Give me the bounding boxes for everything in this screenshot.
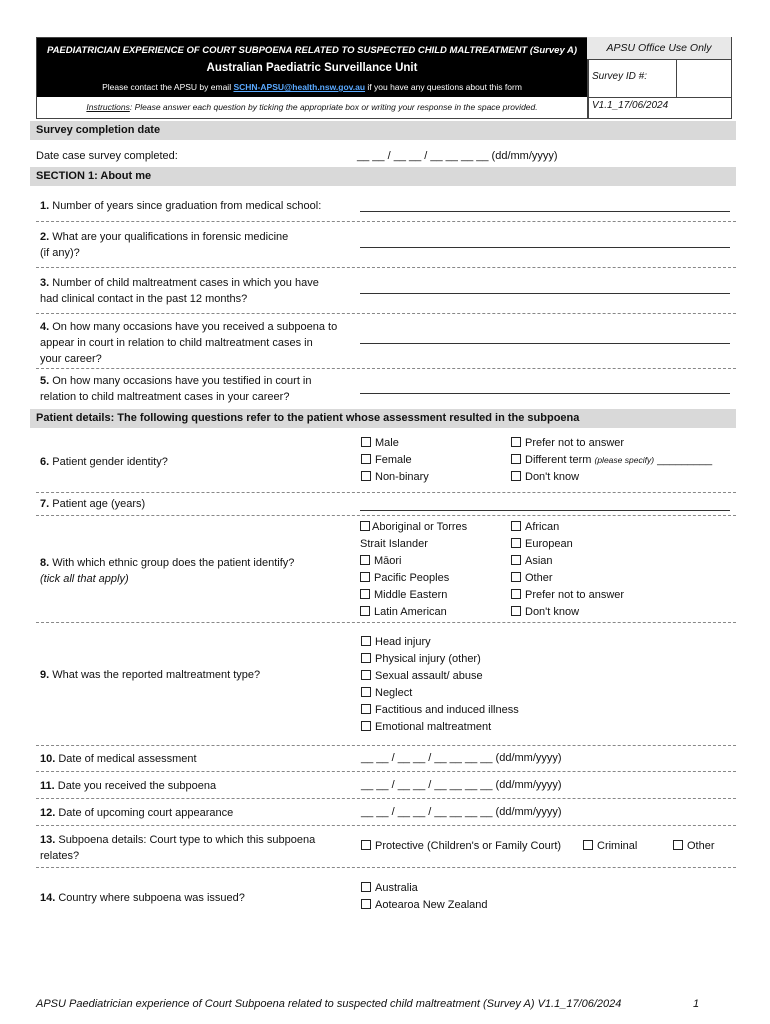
checkbox[interactable] xyxy=(361,721,371,731)
q8-option[interactable] xyxy=(360,570,467,587)
q4-text xyxy=(40,319,337,367)
instructions-label: Instructions xyxy=(86,102,130,112)
q7-number: 7. xyxy=(40,498,50,510)
separator xyxy=(36,867,736,868)
option-label: Male xyxy=(375,437,399,449)
q11-label: Date you received the subpoena xyxy=(54,780,217,792)
q11-date-field[interactable]: __ __ / __ __ / __ __ __ __ (dd/mm/yyyy) xyxy=(361,779,562,791)
q5-number: 5. xyxy=(40,375,50,387)
separator xyxy=(36,825,736,826)
q9-text xyxy=(40,667,260,683)
q9-option[interactable] xyxy=(361,702,519,719)
option-label: Latin American xyxy=(374,606,447,618)
checkbox[interactable] xyxy=(361,454,371,464)
option-label: Head injury xyxy=(375,636,431,648)
checkbox[interactable] xyxy=(361,437,371,447)
q11-text xyxy=(40,778,216,794)
q8-options-left xyxy=(360,519,467,621)
option-label: European xyxy=(525,538,573,550)
q8-option-cont xyxy=(360,536,467,553)
q9-number: 9. xyxy=(40,669,50,681)
option-label: Physical injury (other) xyxy=(375,653,481,665)
q2-label: What are your qualifications in forensic medicine xyxy=(49,231,289,243)
checkbox[interactable] xyxy=(511,572,521,582)
q8-option[interactable] xyxy=(360,587,467,604)
q5-label: On how many occasions have you testified in court in xyxy=(49,375,312,387)
survey-title: PAEDIATRICIAN EXPERIENCE OF COURT SUBPOENA RELATED TO SUSPECTED CHILD MALTREATMENT (Survey A) xyxy=(46,45,578,56)
completion-band xyxy=(30,121,736,140)
q9-option[interactable] xyxy=(361,719,519,736)
q4-label-3: your career? xyxy=(40,353,102,365)
q6-option[interactable] xyxy=(361,452,429,469)
office-divider xyxy=(587,97,731,98)
q8-text xyxy=(40,555,294,587)
instructions xyxy=(37,98,587,116)
q13-option[interactable] xyxy=(583,838,637,855)
option-label: Non-binary xyxy=(375,471,429,483)
option-label: Neglect xyxy=(375,687,413,699)
option-label: Protective (Children's or Family Court) xyxy=(375,840,562,852)
q3-label: Number of child maltreatment cases in which you have xyxy=(49,277,319,289)
checkbox[interactable] xyxy=(511,589,521,599)
q1-number: 1. xyxy=(40,200,50,212)
q14-option[interactable] xyxy=(361,897,488,914)
survey-id-field[interactable] xyxy=(678,60,730,96)
q7-text xyxy=(40,496,145,512)
completion-label: Date case survey completed: xyxy=(36,150,178,162)
option-label: Pacific Peoples xyxy=(374,572,450,584)
q9-option[interactable] xyxy=(361,634,519,651)
separator xyxy=(36,267,736,268)
separator xyxy=(36,492,736,493)
q7-answer-line[interactable] xyxy=(360,510,730,511)
q5-text xyxy=(40,373,312,405)
q6-option[interactable] xyxy=(361,469,429,486)
q5-answer-line[interactable] xyxy=(360,393,730,394)
q8-label: With which ethnic group does the patient identify? xyxy=(49,557,295,569)
checkbox[interactable] xyxy=(360,606,370,616)
separator xyxy=(36,745,736,746)
patient-heading: Patient details: The following questions refer to the patient whose assessment resulted in the subpoena xyxy=(36,412,580,424)
q2-answer-line[interactable] xyxy=(360,247,730,248)
checkbox[interactable] xyxy=(361,899,371,909)
q13-text xyxy=(40,832,315,864)
q10-date-field[interactable]: __ __ / __ __ / __ __ __ __ (dd/mm/yyyy) xyxy=(361,752,562,764)
checkbox[interactable] xyxy=(360,572,370,582)
page-number: 1 xyxy=(693,998,700,1010)
checkbox[interactable] xyxy=(361,653,371,663)
checkbox[interactable] xyxy=(511,437,521,447)
checkbox[interactable] xyxy=(511,454,521,464)
checkbox[interactable] xyxy=(673,840,683,850)
q2-label-2: (if any)? xyxy=(40,247,80,259)
contact-email-link[interactable]: SCHN-APSU@health.nsw.gov.au xyxy=(233,82,366,92)
separator xyxy=(36,798,736,799)
q13-label-2: relates? xyxy=(40,850,80,862)
q8-number: 8. xyxy=(40,557,50,569)
checkbox[interactable] xyxy=(583,840,593,850)
option-label: Different term xyxy=(525,454,592,466)
q9-label: What was the reported maltreatment type? xyxy=(49,669,261,681)
checkbox[interactable] xyxy=(361,471,371,481)
option-label: Factitious and induced illness xyxy=(375,704,519,716)
q4-answer-line[interactable] xyxy=(360,343,730,344)
checkbox[interactable] xyxy=(360,555,370,565)
survey-id-label: Survey ID #: xyxy=(592,71,648,82)
q8-option[interactable] xyxy=(360,553,467,570)
q1-answer-line[interactable] xyxy=(360,211,730,212)
q4-label-2: appear in court in relation to child maltreatment cases in xyxy=(40,337,313,349)
option-label: Asian xyxy=(525,555,553,567)
option-label: Don't know xyxy=(525,471,580,483)
checkbox[interactable] xyxy=(511,471,521,481)
q8-option[interactable] xyxy=(511,519,624,536)
checkbox[interactable] xyxy=(511,606,521,616)
option-label: Emotional maltreatment xyxy=(375,721,492,733)
q6-number: 6. xyxy=(40,456,50,468)
q3-label-2: had clinical contact in the past 12 months? xyxy=(40,293,248,305)
q14-option[interactable] xyxy=(361,880,488,897)
q8-option[interactable] xyxy=(360,604,467,621)
option-label: Don't know xyxy=(525,606,580,618)
unit-name: Australian Paediatric Surveillance Unit xyxy=(206,62,418,74)
option-label: Female xyxy=(375,454,412,466)
q1-text xyxy=(40,198,321,214)
option-label: Māori xyxy=(374,555,402,567)
checkbox[interactable] xyxy=(361,882,371,892)
q3-text xyxy=(40,275,319,307)
option-label: Aotearoa New Zealand xyxy=(375,899,488,911)
q8-note: (tick all that apply) xyxy=(40,573,129,585)
q4-label: On how many occasions have you received a subpoena to xyxy=(49,321,338,333)
q6-option[interactable] xyxy=(511,435,712,452)
q14-number: 14. xyxy=(40,892,56,904)
q9-option[interactable] xyxy=(361,651,519,668)
option-label: Other xyxy=(525,572,553,584)
q5-label-2: relation to child maltreatment cases in your career? xyxy=(40,391,290,403)
footer-text: APSU Paediatrician experience of Court Subpoena related to suspected child maltreatment (Survey A) V1.1_17/06/2024 xyxy=(36,998,622,1010)
q9-option[interactable] xyxy=(361,668,519,685)
q11-number: 11. xyxy=(40,780,55,792)
checkbox[interactable] xyxy=(361,670,371,680)
q3-number: 3. xyxy=(40,277,50,289)
checkbox[interactable] xyxy=(361,687,371,697)
q3-answer-line[interactable] xyxy=(360,293,730,294)
version-label: V1.1_17/06/2024 xyxy=(592,100,669,111)
option-label: African xyxy=(525,521,560,533)
option-note: (please specify) xyxy=(594,455,655,465)
q13-label: Subpoena details: Court type to which this subpoena xyxy=(55,834,316,846)
q12-label: Date of upcoming court appearance xyxy=(55,807,234,819)
checkbox[interactable] xyxy=(360,589,370,599)
option-label: Sexual assault/ abuse xyxy=(375,670,483,682)
q10-number: 10. xyxy=(40,753,56,765)
q1-label: Number of years since graduation from medical school: xyxy=(49,200,322,212)
separator xyxy=(36,771,736,772)
q13-option[interactable] xyxy=(361,838,561,855)
checkbox[interactable] xyxy=(361,704,371,714)
q10-label: Date of medical assessment xyxy=(55,753,197,765)
q6-option[interactable] xyxy=(361,435,429,452)
q13-number: 13. xyxy=(40,834,56,846)
checkbox[interactable] xyxy=(361,840,371,850)
q14-label: Country where subpoena was issued? xyxy=(55,892,245,904)
q9-option[interactable] xyxy=(361,685,519,702)
option-label: Other xyxy=(687,840,715,852)
contact-pre: Please contact the APSU by email xyxy=(102,82,232,92)
q8-option[interactable] xyxy=(511,570,624,587)
q8-options-right xyxy=(511,519,624,621)
option-label: Prefer not to answer xyxy=(525,589,625,601)
option-label: Prefer not to answer xyxy=(525,437,625,449)
option-label: Strait Islander xyxy=(360,538,428,550)
q8-option[interactable] xyxy=(511,553,624,570)
checkbox[interactable] xyxy=(361,636,371,646)
option-label: Aboriginal or Torres xyxy=(372,521,468,533)
q2-text xyxy=(40,229,288,261)
q8-option[interactable] xyxy=(511,587,624,604)
q12-text xyxy=(40,805,233,821)
q14-options xyxy=(361,880,488,914)
q8-option[interactable] xyxy=(511,536,624,553)
q4-number: 4. xyxy=(40,321,50,333)
section1-band xyxy=(30,167,736,186)
q6-text xyxy=(40,454,168,470)
section1-heading: SECTION 1: About me xyxy=(36,170,152,182)
q7-label: Patient age (years) xyxy=(49,498,146,510)
separator xyxy=(36,221,736,222)
q6-option[interactable] xyxy=(511,469,712,486)
q14-text xyxy=(40,890,245,906)
separator xyxy=(36,622,736,623)
q6-options-right xyxy=(511,435,712,486)
survey-id-divider xyxy=(676,60,677,97)
q9-options xyxy=(361,634,519,736)
checkbox[interactable] xyxy=(511,555,521,565)
contact-post: if you have any questions about this form xyxy=(365,82,522,92)
separator xyxy=(36,313,736,314)
option-label: Middle Eastern xyxy=(374,589,448,601)
separator xyxy=(36,515,736,516)
completion-heading: Survey completion date xyxy=(36,124,161,136)
separator xyxy=(36,368,736,369)
q6-option[interactable] xyxy=(511,452,712,469)
completion-date-field[interactable]: __ __ / __ __ / __ __ __ __ (dd/mm/yyyy) xyxy=(357,150,558,162)
q10-text xyxy=(40,751,197,767)
instructions-text: : Please answer each question by ticking the appropriate box or writing your response in the space provided. xyxy=(129,102,538,112)
patient-band xyxy=(30,409,736,428)
q12-date-field[interactable]: __ __ / __ __ / __ __ __ __ (dd/mm/yyyy) xyxy=(361,806,562,818)
checkbox[interactable] xyxy=(511,538,521,548)
q12-number: 12. xyxy=(40,807,56,819)
option-label: Australia xyxy=(375,882,418,894)
q6-label: Patient gender identity? xyxy=(49,456,168,468)
checkbox[interactable] xyxy=(360,521,370,531)
specify-blank[interactable]: _________ xyxy=(657,454,713,466)
q8-option[interactable] xyxy=(511,604,624,621)
office-use-heading: APSU Office Use Only xyxy=(587,37,731,60)
q13-option[interactable] xyxy=(673,838,715,855)
contact-line xyxy=(37,82,587,92)
q2-number: 2. xyxy=(40,231,50,243)
q6-options-left xyxy=(361,435,429,486)
checkbox[interactable] xyxy=(511,521,521,531)
q8-option[interactable] xyxy=(360,519,467,536)
option-label: Criminal xyxy=(597,840,638,852)
